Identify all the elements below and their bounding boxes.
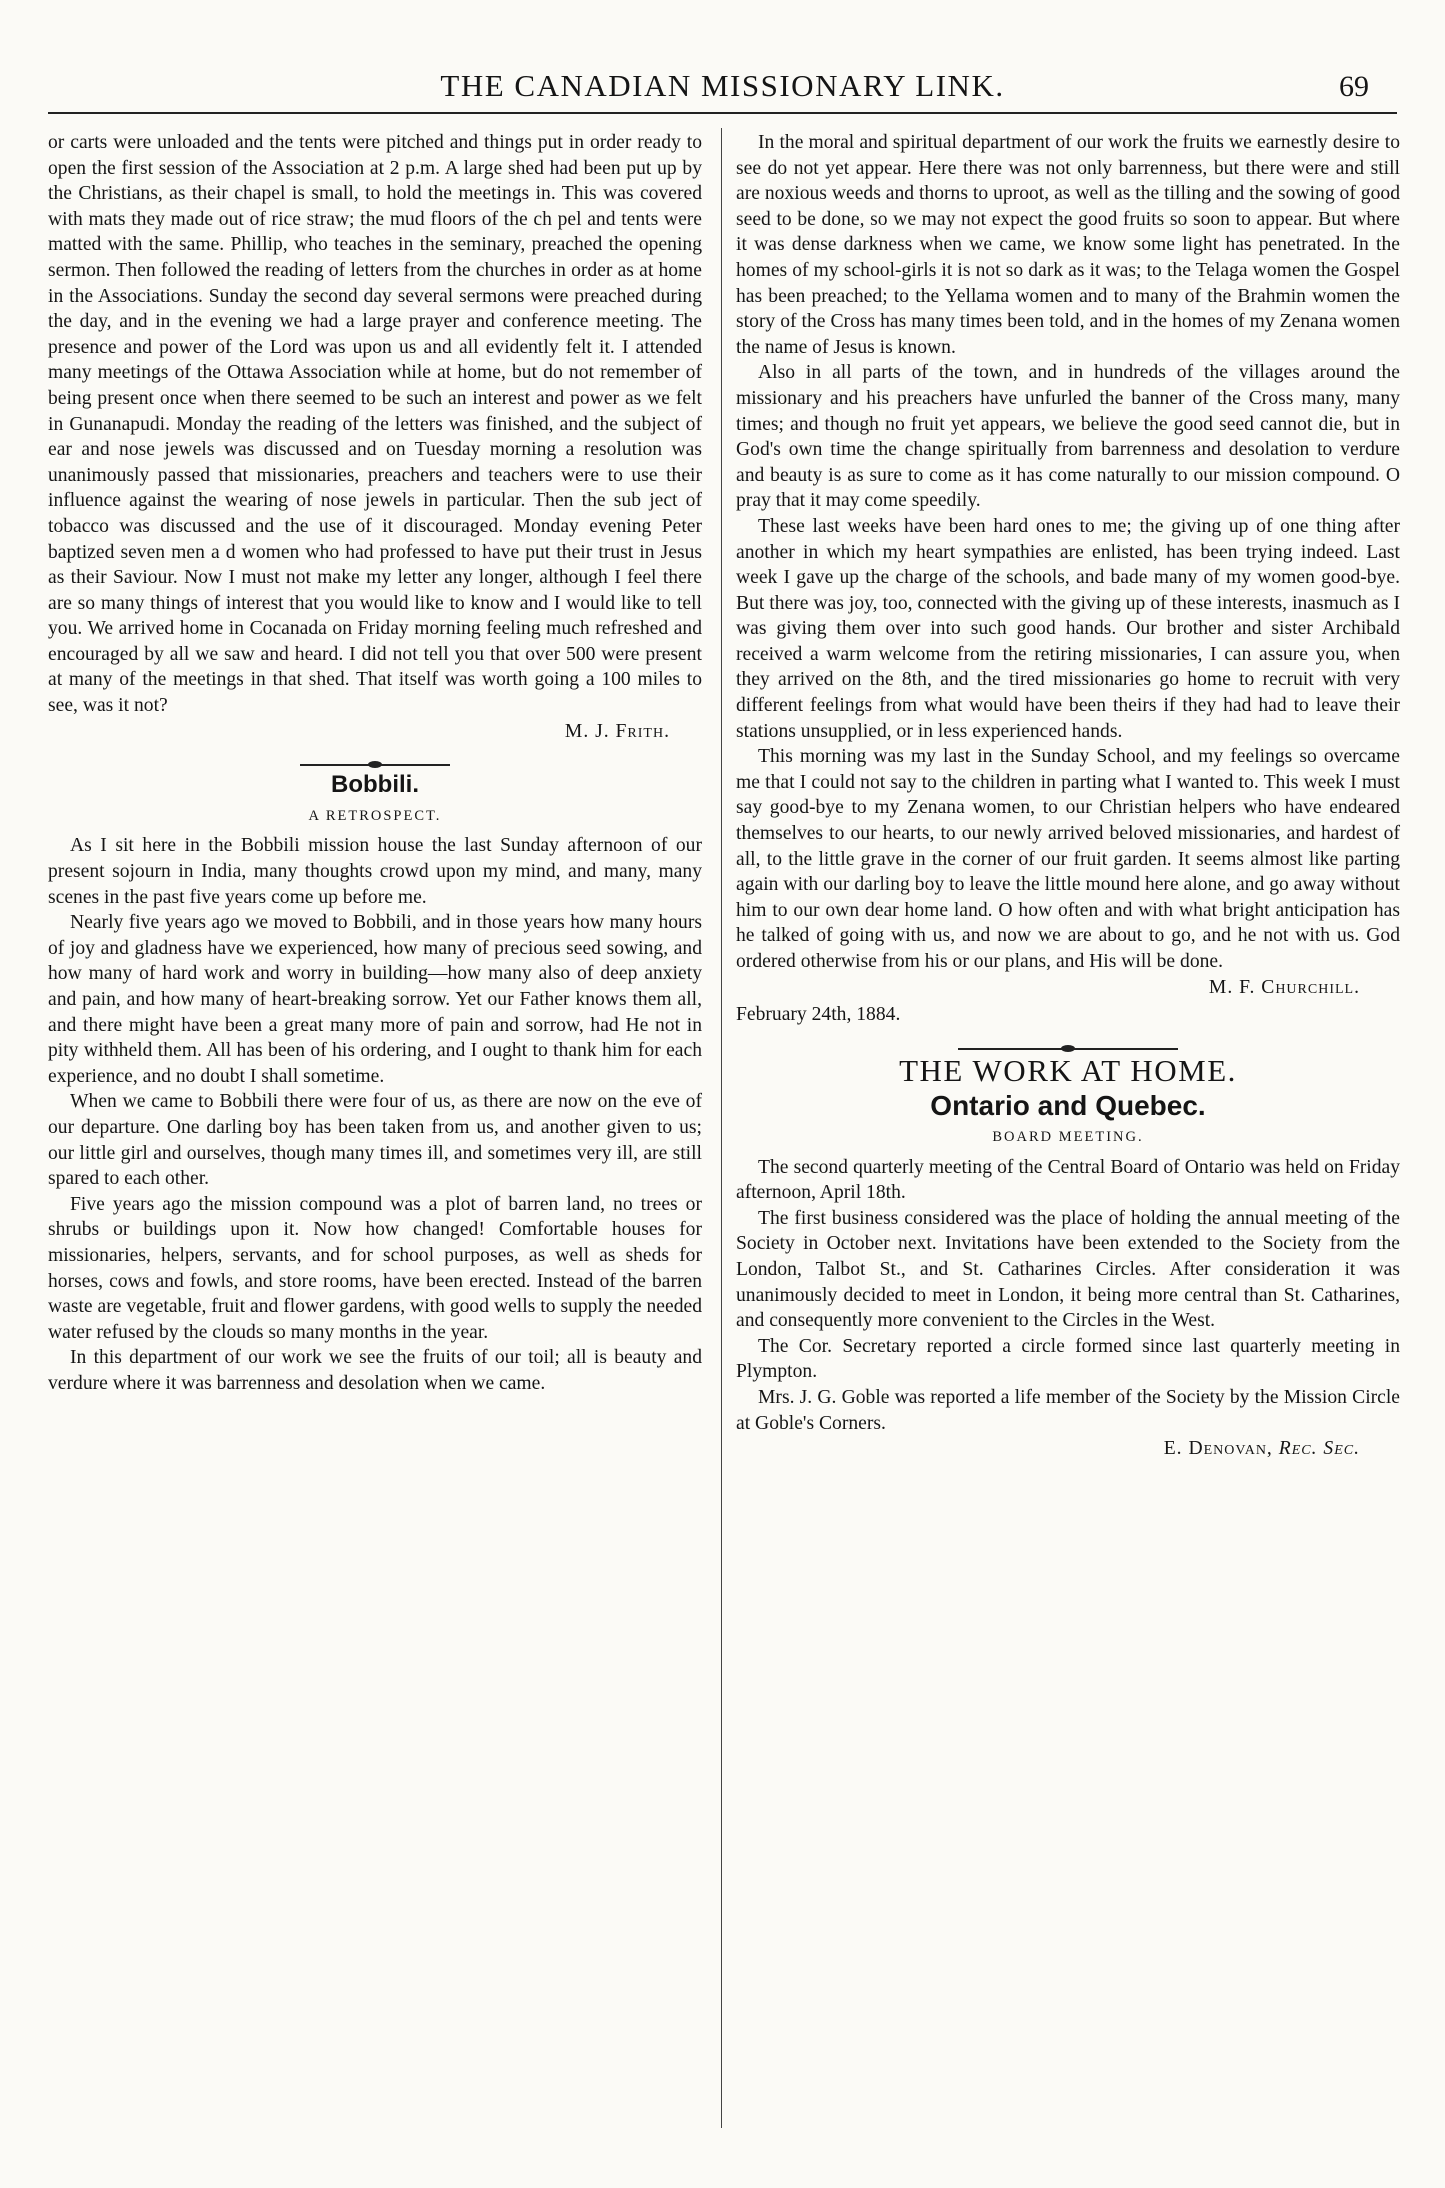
- publication-title: THE CANADIAN MISSIONARY LINK.: [440, 68, 1005, 103]
- article-paragraph: or carts were unloaded and the tents were pitched and things put in order ready to open the first session of the Association at 2 p.m. A large shed had been put up by the Christians, as their chapel is small, to hold the meetings in. This was covered with mats they made out of rice straw; the mud floors of the ch pel and tents were matted with the same. Phillip, who teaches in the seminary, preached the opening sermon. Then followed the reading of letters from the churches in order as at home in the Associations. Sunday the second day several sermons were preached during the day, and in the evening we had a large prayer and conference meeting. The presence and power of the Lord was upon us and all evidently felt it. I attended many meetings of the Ottawa Association while at home, but do not remember of being present once when there seemed to be such an interest and power as we felt in Gunanapudi. Monday the reading of the letters was finished, and the subject of ear and nose jewels was discussed and on Tuesday morning a resolution was unanimously passed that missionaries, preachers and teachers were to use their influence against the wearing of nose jewels in particular. Then the sub ject of tobacco was discussed and the use of it discouraged. Monday evening Peter baptized seven men a d women who had professed to have put their trust in Jesus as their Saviour. Now I must not make my letter any longer, although I feel there are so many things of interest that you would like to know and I would like to tell you. We arrived home in Cocanada on Friday morning feeling much refreshed and encouraged by all we saw and heard. I did not tell you that over 500 were present at many of the meetings in that shed. That itself was worth going a 100 miles to see, was it not?: [48, 132, 702, 717]
- header-rule: [48, 112, 1397, 114]
- left-column: [48, 130, 702, 1397]
- page-header: [48, 68, 1397, 108]
- section-ornament: [300, 764, 450, 766]
- article-paragraph: The second quarterly meeting of the Central Board of Ontario was held on Friday afternoon, April 18th.: [736, 1156, 1400, 1204]
- article-paragraph: This morning was my last in the Sunday School, and my feelings so overcame me that I could not say to the children in parting what I wanted to. This week I must say good-bye to my Zenana women, to our Christian helpers who have endeared themselves to our hearts, to our newly arrived beloved missionaries, and hardest of all, to the little grave in the corner of our fruit garden. It seems almost like parting again with our darling boy to leave the little mound here alone, and go away without him to our own dear home land. O how often and with what bright anticipation has he talked of going with us, and now we are about to go, and he not with us. God ordered otherwise from his or our plans, and His will be done.: [736, 746, 1400, 972]
- article-paragraph: Also in all parts of the town, and in hundreds of the villages around the missionary and his preachers have unfurled the banner of the Cross many, many times; and though no fruit yet appears, we believe the good seed cannot die, but in God's own time the change spiritually from barrenness and desolation to verdure and beauty is as sure to come as it has come naturally to our mission compound. O pray that it may come speedily.: [736, 362, 1400, 512]
- signature-churchill: M. F. Churchill.: [1208, 976, 1360, 998]
- article-paragraph: Nearly five years ago we moved to Bobbili, and in those years how many hours of joy and gladness have we experienced, how many of precious seed sowing, and how many of hard work and worry in building—how many also of deep anxiety and pain, and how many of heart-breaking sorrow. Yet our Father knows them all, and there might have been a great many more of pain and sorrow, had He not in pity withheld them. All has been of his ordering, and I ought to thank him for each experience, and no doubt I shall sometime.: [48, 912, 702, 1087]
- section-title-work-at-home: THE WORK AT HOME.: [899, 1052, 1237, 1088]
- subheading-retrospect: A RETROSPECT.: [308, 807, 442, 824]
- signature-frith: M. J. Frith.: [564, 720, 670, 742]
- region-title: Ontario and Quebec.: [930, 1090, 1206, 1122]
- article-paragraph: As I sit here in the Bobbili mission house the last Sunday afternoon of our present sojourn in India, many thoughts crowd upon my mind, and many, many scenes in the past five years come up before me.: [48, 835, 702, 908]
- signature-name: E. Denovan,: [1163, 1438, 1273, 1460]
- article-paragraph: These last weeks have been hard ones to me; the giving up of one thing after another in which my heart sympathies are enlisted, has been trying indeed. Last week I gave up the charge of the schools, and bade many of my women good-bye. But there was joy, too, connected with the giving up of these interests, inasmuch as I was giving them over into such good hands. Our brother and sister Archibald received a warm welcome from the retiring missionaries, I can assure you, when they arrived on the 8th, and the tired missionaries go home to recruit with very different feelings from what would have been theirs if they had had to leave their stations unsupplied, or in less experienced hands.: [736, 515, 1400, 742]
- letter-date: February 24th, 1884.: [736, 1004, 901, 1026]
- right-column: [736, 130, 1400, 1462]
- article-paragraph: In this department of our work we see the fruits of our toil; all is beauty and verdure where it was barrenness and desolation when we came.: [48, 1347, 702, 1394]
- section-title-bobbili: Bobbili.: [331, 771, 419, 799]
- signature-denovan: [736, 1436, 1360, 1462]
- signature-role: Rec. Sec.: [1278, 1438, 1360, 1460]
- page-number: 69: [1339, 70, 1369, 103]
- article-paragraph: Five years ago the mission compound was a plot of barren land, no trees or shrubs or buildings upon it. Now how changed! Comfortable houses for missionaries, helpers, servants, and for school purposes, as well as sheds for horses, cows and fowls, and store rooms, have been erected. Instead of the barren waste are vegetable, fruit and flower gardens, with good wells to supply the needed water refused by the clouds so many months in the year.: [48, 1193, 702, 1343]
- article-paragraph: Mrs. J. G. Goble was reported a life member of the Society by the Mission Circle at Goble's Corners.: [736, 1386, 1400, 1434]
- article-paragraph: In the moral and spiritual department of our work the fruits we earnestly desire to see do not yet appear. Here there was not only barrenness, but there were and still are noxious weeds and thorns to uproot, as well as the tilling and the sowing of good seed to be done, so we may not expect the good fruits so soon to appear. But where it was dense darkness when we came, we know some light has penetrated. In the homes of my school-girls it is not so dark as it was; to the Telaga women the Gospel has been preached; to the Yellama women and to many of the Brahmin women the story of the Cross has many times been told, and in the homes of my Zenana women the name of Jesus is known.: [736, 132, 1400, 358]
- article-paragraph: The first business considered was the place of holding the annual meeting of the Society in October next. Invitations have been extended to the Society from the London, Talbot St., and St. Catharines Circles. After consideration it was unanimously decided to meet in London, it being more central than St. Catharines, and consequently more convenient to the Circles in the West.: [736, 1207, 1400, 1332]
- article-paragraph: The Cor. Secretary reported a circle formed since last quarterly meeting in Plympton.: [736, 1335, 1400, 1383]
- section-ornament: [958, 1048, 1178, 1050]
- column-divider: [721, 128, 722, 2128]
- article-paragraph: When we came to Bobbili there were four of us, as there are now on the eve of our departure. One darling boy has been taken from us, and another given to us; our little girl and ourselves, though many times ill, and sometimes very ill, are still spared to each other.: [48, 1091, 702, 1190]
- subheading-board-meeting: BOARD MEETING.: [992, 1128, 1144, 1145]
